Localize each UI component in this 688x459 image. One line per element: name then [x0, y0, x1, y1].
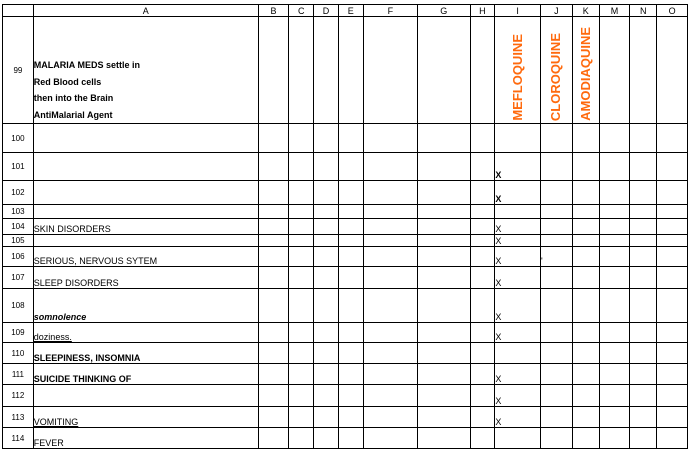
- cell[interactable]: [470, 407, 495, 428]
- cell[interactable]: [363, 219, 417, 235]
- cell[interactable]: [258, 289, 289, 323]
- cell[interactable]: [338, 323, 363, 343]
- cell[interactable]: [363, 428, 417, 449]
- mark-mefloquine-102[interactable]: X: [495, 181, 541, 205]
- cell[interactable]: [258, 17, 289, 124]
- sheet-row-105: [3, 235, 688, 247]
- cell[interactable]: [540, 343, 572, 364]
- cell[interactable]: [258, 428, 289, 449]
- row-header-100[interactable]: 100: [3, 124, 34, 153]
- cell[interactable]: [657, 124, 688, 153]
- cell[interactable]: [289, 385, 314, 407]
- column-header-o[interactable]: O: [657, 5, 688, 17]
- cell[interactable]: [33, 385, 258, 407]
- column-header-i[interactable]: I: [495, 5, 541, 17]
- label-fever[interactable]: FEVER: [33, 428, 258, 449]
- cell[interactable]: [363, 323, 417, 343]
- cell[interactable]: [258, 124, 289, 153]
- mark-cloroquine-106[interactable]: ': [540, 247, 572, 267]
- cell[interactable]: [338, 428, 363, 449]
- mark-mefloquine-107[interactable]: X: [495, 267, 541, 289]
- cell[interactable]: [540, 407, 572, 428]
- cell[interactable]: [363, 289, 417, 323]
- cell[interactable]: [33, 205, 258, 219]
- cell[interactable]: [289, 428, 314, 449]
- cell[interactable]: [338, 235, 363, 247]
- sheet-row-111: [3, 364, 688, 385]
- label-suicide-thinking[interactable]: SUICIDE THINKING OF: [33, 364, 258, 385]
- cell[interactable]: [289, 364, 314, 385]
- cell[interactable]: [470, 364, 495, 385]
- row-header-112[interactable]: 112: [3, 385, 34, 407]
- cell[interactable]: [657, 181, 688, 205]
- drug-header-cloroquine: CLOROQUINE: [548, 32, 564, 121]
- cell[interactable]: [572, 289, 599, 323]
- cell[interactable]: [599, 323, 630, 343]
- mark-mefloquine-109[interactable]: X: [495, 323, 541, 343]
- cell[interactable]: [657, 385, 688, 407]
- cell[interactable]: [540, 428, 572, 449]
- cell[interactable]: [470, 205, 495, 219]
- cell[interactable]: [338, 124, 363, 153]
- cell[interactable]: [314, 219, 339, 235]
- cell[interactable]: [314, 428, 339, 449]
- cell[interactable]: [470, 323, 495, 343]
- drug-header-amodiaquine: AMODIAQUINE: [577, 27, 593, 121]
- title-line-4: AntiMalarial Agent: [33, 109, 113, 120]
- column-header-j[interactable]: J: [540, 5, 572, 17]
- label-serious-nervous-system[interactable]: SERIOUS, NERVOUS SYTEM: [33, 247, 258, 267]
- cell[interactable]: [258, 205, 289, 219]
- row-header-102[interactable]: 102: [3, 181, 34, 205]
- column-header-b[interactable]: B: [258, 5, 289, 17]
- row-header-107[interactable]: 107: [3, 267, 34, 289]
- cell[interactable]: [338, 247, 363, 267]
- cell[interactable]: [599, 364, 630, 385]
- cell[interactable]: [363, 385, 417, 407]
- cell[interactable]: [572, 247, 599, 267]
- cell[interactable]: [258, 385, 289, 407]
- column-header-d[interactable]: D: [314, 5, 339, 17]
- cell[interactable]: [338, 407, 363, 428]
- cell[interactable]: [363, 124, 417, 153]
- cell[interactable]: [289, 343, 314, 364]
- sheet-row-113: [3, 407, 688, 428]
- row-header-111[interactable]: 111: [3, 364, 34, 385]
- cell[interactable]: [540, 205, 572, 219]
- cell[interactable]: [599, 343, 630, 364]
- row-header-99[interactable]: 99: [3, 17, 34, 124]
- cell[interactable]: [338, 153, 363, 181]
- cell[interactable]: [657, 407, 688, 428]
- row-header-110[interactable]: 110: [3, 343, 34, 364]
- sheet-row-101: [3, 153, 688, 181]
- cell[interactable]: [470, 124, 495, 153]
- cell[interactable]: [470, 219, 495, 235]
- mark-mefloquine-112[interactable]: X: [495, 385, 541, 407]
- cell[interactable]: [33, 235, 258, 247]
- cell[interactable]: [314, 407, 339, 428]
- cell[interactable]: [338, 364, 363, 385]
- cell[interactable]: [470, 289, 495, 323]
- row-header-104[interactable]: 104: [3, 219, 34, 235]
- cell[interactable]: [599, 205, 630, 219]
- cell[interactable]: [657, 17, 688, 124]
- cell[interactable]: [495, 343, 541, 364]
- cell[interactable]: [540, 267, 572, 289]
- mark-mefloquine-111[interactable]: X: [495, 364, 541, 385]
- column-header-row: [3, 5, 688, 17]
- cell[interactable]: [572, 323, 599, 343]
- cell[interactable]: [657, 235, 688, 247]
- cell[interactable]: [338, 181, 363, 205]
- cell[interactable]: [657, 289, 688, 323]
- cell[interactable]: [470, 181, 495, 205]
- cell[interactable]: [572, 153, 599, 181]
- column-header-g[interactable]: G: [418, 5, 470, 17]
- title-line-1: MALARIA MEDS settle in: [33, 60, 140, 70]
- row-header-101[interactable]: 101: [3, 153, 34, 181]
- cell[interactable]: [258, 323, 289, 343]
- cell[interactable]: [418, 407, 470, 428]
- row-header-106[interactable]: 106: [3, 247, 34, 267]
- row-header-103[interactable]: 103: [3, 205, 34, 219]
- cell[interactable]: [630, 17, 657, 124]
- column-header-f[interactable]: F: [363, 5, 417, 17]
- cell[interactable]: [540, 181, 572, 205]
- row-header-113[interactable]: 113: [3, 407, 34, 428]
- cell[interactable]: [338, 267, 363, 289]
- cell[interactable]: [599, 407, 630, 428]
- cell[interactable]: [258, 235, 289, 247]
- cell[interactable]: [630, 267, 657, 289]
- cell[interactable]: [572, 219, 599, 235]
- cell[interactable]: [33, 153, 258, 181]
- cell[interactable]: [630, 364, 657, 385]
- cell[interactable]: [630, 124, 657, 153]
- cell[interactable]: [599, 153, 630, 181]
- cell[interactable]: [630, 181, 657, 205]
- cell[interactable]: [314, 153, 339, 181]
- cell[interactable]: [470, 428, 495, 449]
- cell[interactable]: [363, 407, 417, 428]
- sheet-row-110: [3, 343, 688, 364]
- cell[interactable]: [630, 323, 657, 343]
- cell[interactable]: [657, 428, 688, 449]
- cell[interactable]: [258, 219, 289, 235]
- cell[interactable]: [630, 235, 657, 247]
- cell[interactable]: [495, 205, 541, 219]
- mark-mefloquine-108[interactable]: X: [495, 289, 541, 323]
- row-header-109[interactable]: 109: [3, 323, 34, 343]
- cell[interactable]: [418, 124, 470, 153]
- title-cell[interactable]: [33, 17, 258, 124]
- title-line-3: then into the Brain: [33, 93, 114, 103]
- cell[interactable]: [289, 247, 314, 267]
- cell[interactable]: [599, 385, 630, 407]
- drug-header-cloroquine-cell[interactable]: [540, 17, 572, 124]
- cell[interactable]: [630, 343, 657, 364]
- sheet-row-99: [3, 17, 688, 124]
- cell[interactable]: [258, 247, 289, 267]
- mark-mefloquine-106[interactable]: X: [495, 247, 541, 267]
- cell[interactable]: [540, 385, 572, 407]
- cell[interactable]: [540, 235, 572, 247]
- cell[interactable]: [314, 289, 339, 323]
- cell[interactable]: [630, 428, 657, 449]
- cell[interactable]: [33, 181, 258, 205]
- cell[interactable]: [363, 267, 417, 289]
- cell[interactable]: [289, 205, 314, 219]
- row-header-114[interactable]: 114: [3, 428, 34, 449]
- cell[interactable]: [657, 219, 688, 235]
- cell[interactable]: [657, 205, 688, 219]
- cell[interactable]: [572, 235, 599, 247]
- cell[interactable]: [572, 124, 599, 153]
- cell[interactable]: [572, 364, 599, 385]
- cell[interactable]: [572, 267, 599, 289]
- sheet-row-104: [3, 219, 688, 235]
- cell[interactable]: [418, 247, 470, 267]
- cell[interactable]: [363, 205, 417, 219]
- cell[interactable]: [657, 153, 688, 181]
- cell[interactable]: [572, 385, 599, 407]
- cell[interactable]: [418, 343, 470, 364]
- sheet-row-100: [3, 124, 688, 153]
- column-header-c[interactable]: C: [289, 5, 314, 17]
- cell[interactable]: [314, 205, 339, 219]
- cell[interactable]: [470, 17, 495, 124]
- cell[interactable]: [470, 385, 495, 407]
- drug-header-mefloquine-cell[interactable]: [495, 17, 541, 124]
- label-sleep-disorders[interactable]: SLEEP DISORDERS: [33, 267, 258, 289]
- cell[interactable]: [338, 289, 363, 323]
- sheet-row-107: [3, 267, 688, 289]
- cell[interactable]: [363, 235, 417, 247]
- cell[interactable]: [314, 343, 339, 364]
- mark-mefloquine-105[interactable]: X: [495, 235, 541, 247]
- mark-mefloquine-101[interactable]: X: [495, 153, 541, 181]
- cell[interactable]: [363, 343, 417, 364]
- column-header-a[interactable]: A: [33, 5, 258, 17]
- cell[interactable]: [338, 343, 363, 364]
- cell[interactable]: [599, 235, 630, 247]
- cell[interactable]: [572, 205, 599, 219]
- cell[interactable]: [314, 235, 339, 247]
- cell[interactable]: [418, 289, 470, 323]
- cell[interactable]: [314, 181, 339, 205]
- drug-header-mefloquine: MEFLOQUINE: [509, 34, 525, 121]
- cell[interactable]: [289, 407, 314, 428]
- cell[interactable]: [338, 17, 363, 124]
- cell[interactable]: [630, 219, 657, 235]
- cell[interactable]: [599, 219, 630, 235]
- cell[interactable]: [258, 153, 289, 181]
- cell[interactable]: [572, 407, 599, 428]
- cell[interactable]: [314, 385, 339, 407]
- cell[interactable]: [289, 267, 314, 289]
- cell[interactable]: [470, 267, 495, 289]
- cell[interactable]: [363, 153, 417, 181]
- spreadsheet-grid: [2, 4, 688, 449]
- cell[interactable]: [289, 153, 314, 181]
- cell[interactable]: [258, 181, 289, 205]
- cell[interactable]: [470, 235, 495, 247]
- mark-mefloquine-113[interactable]: X: [495, 407, 541, 428]
- column-header-m[interactable]: M: [599, 5, 630, 17]
- cell[interactable]: [540, 219, 572, 235]
- cell[interactable]: [338, 219, 363, 235]
- cell[interactable]: [258, 267, 289, 289]
- cell[interactable]: [599, 267, 630, 289]
- cell[interactable]: [540, 323, 572, 343]
- cell[interactable]: [630, 385, 657, 407]
- cell[interactable]: [258, 364, 289, 385]
- row-header-105[interactable]: 105: [3, 235, 34, 247]
- cell[interactable]: [314, 124, 339, 153]
- cell[interactable]: [540, 153, 572, 181]
- title-line-2: Red Blood cells: [33, 76, 102, 87]
- cell[interactable]: [572, 181, 599, 205]
- cell[interactable]: [599, 289, 630, 323]
- cell[interactable]: [418, 323, 470, 343]
- cell[interactable]: [418, 267, 470, 289]
- cell[interactable]: [289, 289, 314, 323]
- cell[interactable]: [314, 267, 339, 289]
- cell[interactable]: [289, 181, 314, 205]
- sheet-row-112: [3, 385, 688, 407]
- sheet-row-103: [3, 205, 688, 219]
- cell[interactable]: [363, 181, 417, 205]
- cell[interactable]: [418, 364, 470, 385]
- cell[interactable]: [289, 323, 314, 343]
- cell[interactable]: [572, 343, 599, 364]
- cell[interactable]: [599, 181, 630, 205]
- cell[interactable]: [418, 17, 470, 124]
- cell[interactable]: [289, 124, 314, 153]
- cell[interactable]: [470, 247, 495, 267]
- cell[interactable]: [258, 407, 289, 428]
- select-all-corner[interactable]: [3, 5, 34, 17]
- cell[interactable]: [418, 153, 470, 181]
- cell[interactable]: [258, 343, 289, 364]
- cell[interactable]: [363, 247, 417, 267]
- cell[interactable]: [363, 17, 417, 124]
- cell[interactable]: [314, 17, 339, 124]
- cell[interactable]: [657, 323, 688, 343]
- column-header-k[interactable]: K: [572, 5, 599, 17]
- cell[interactable]: [599, 124, 630, 153]
- cell[interactable]: [289, 235, 314, 247]
- cell[interactable]: [495, 124, 541, 153]
- link-doziness[interactable]: doziness.: [33, 323, 258, 343]
- cell[interactable]: [599, 247, 630, 267]
- cell[interactable]: [314, 247, 339, 267]
- cell[interactable]: [418, 219, 470, 235]
- cell[interactable]: [338, 205, 363, 219]
- cell[interactable]: [289, 219, 314, 235]
- label-sleepiness-insomnia[interactable]: SLEEPINESS, INSOMNIA: [33, 343, 258, 364]
- cell[interactable]: [630, 247, 657, 267]
- label-somnolence[interactable]: somnolence: [33, 289, 258, 323]
- cell[interactable]: [630, 153, 657, 181]
- cell[interactable]: [657, 267, 688, 289]
- cell[interactable]: [599, 428, 630, 449]
- cell[interactable]: [495, 428, 541, 449]
- cell[interactable]: [289, 17, 314, 124]
- column-header-h[interactable]: H: [470, 5, 495, 17]
- mark-mefloquine-104[interactable]: X: [495, 219, 541, 235]
- cell[interactable]: [630, 407, 657, 428]
- sheet-row-109: [3, 323, 688, 343]
- link-vomiting[interactable]: VOMITING: [33, 407, 258, 428]
- column-header-n[interactable]: N: [630, 5, 657, 17]
- row-header-108[interactable]: 108: [3, 289, 34, 323]
- cell[interactable]: [470, 343, 495, 364]
- cell[interactable]: [540, 124, 572, 153]
- cell[interactable]: [540, 289, 572, 323]
- cell[interactable]: [418, 428, 470, 449]
- cell[interactable]: [599, 17, 630, 124]
- cell[interactable]: [630, 289, 657, 323]
- cell[interactable]: [657, 247, 688, 267]
- cell[interactable]: [363, 364, 417, 385]
- cell[interactable]: [418, 385, 470, 407]
- sheet-row-108: [3, 289, 688, 323]
- cell[interactable]: [418, 181, 470, 205]
- cell[interactable]: [33, 124, 258, 153]
- sheet-row-102: [3, 181, 688, 205]
- column-header-e[interactable]: E: [338, 5, 363, 17]
- sheet-row-114: [3, 428, 688, 449]
- drug-header-amodiaquine-cell[interactable]: [572, 17, 599, 124]
- cell[interactable]: [418, 235, 470, 247]
- cell[interactable]: [470, 153, 495, 181]
- cell[interactable]: [314, 323, 339, 343]
- cell[interactable]: [314, 364, 339, 385]
- label-skin-disorders[interactable]: SKIN DISORDERS: [33, 219, 258, 235]
- cell[interactable]: [657, 364, 688, 385]
- cell[interactable]: [657, 343, 688, 364]
- cell[interactable]: [418, 205, 470, 219]
- cell[interactable]: [540, 364, 572, 385]
- cell[interactable]: [630, 205, 657, 219]
- cell[interactable]: [572, 428, 599, 449]
- sheet-row-106: [3, 247, 688, 267]
- cell[interactable]: [338, 385, 363, 407]
